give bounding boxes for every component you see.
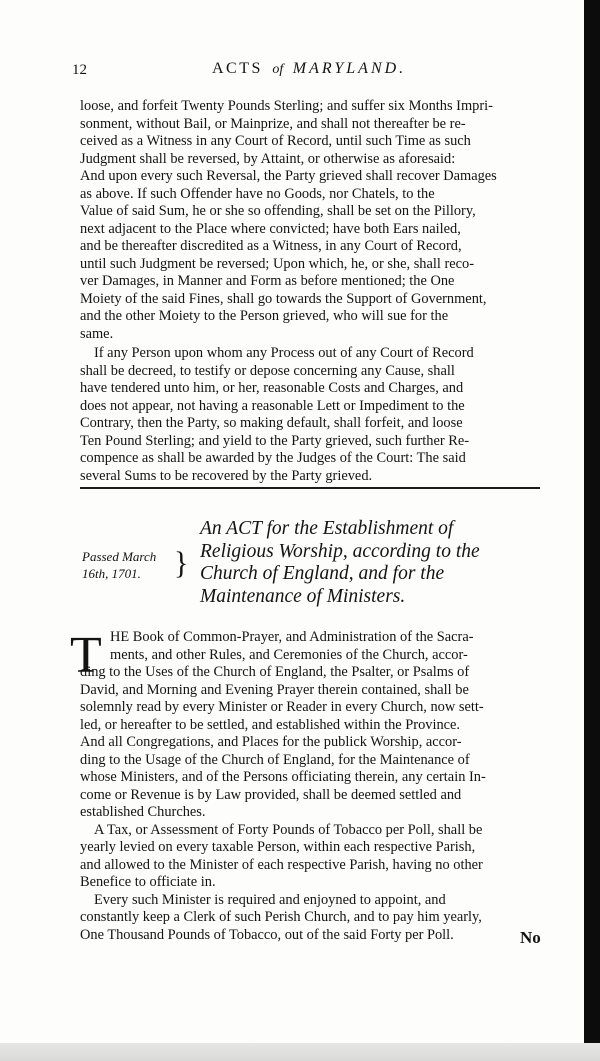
text-line: led, or hereafter to be settled, and established within the Province.	[80, 716, 461, 733]
running-header	[0, 60, 600, 82]
act-title-line: An ACT for the Establishment of	[200, 518, 454, 539]
act-title	[200, 518, 540, 608]
text-line: Moiety of the said Fines, shall go towards the Support of Government,	[80, 290, 487, 307]
text-line: ding to the Usage of the Church of England, for the Maintenance of	[80, 751, 470, 768]
text-line: ding to the Uses of the Church of England, the Psalter, or Psalms of	[80, 664, 470, 680]
text-line: Contrary, then the Party, so making default, shall forfeit, and loose	[80, 415, 463, 431]
running-title-acts: ACTS	[212, 60, 263, 77]
text-line: One Thousand Pounds of Tobacco, out of the said Forty per Poll.	[80, 926, 454, 943]
text-line: come or Revenue is by Law provided, shall be deemed settled and	[80, 786, 462, 803]
text-line: yearly levied on every taxable Person, within each respective Parish,	[80, 839, 476, 855]
page-number: 12	[72, 62, 87, 78]
drop-cap: T	[70, 627, 102, 684]
act-body	[80, 629, 540, 944]
brace-glyph: }	[174, 546, 189, 581]
text-line: Value of said Sum, he or she so offending, shall be set on the Pillory,	[80, 203, 476, 219]
act-title-line: Church of England, and for the	[200, 563, 445, 584]
text-line: Benefice to officiate in.	[80, 874, 216, 890]
running-title-of: of	[272, 62, 284, 77]
act-title-line: Maintenance of Ministers.	[200, 585, 406, 607]
running-title	[212, 60, 406, 78]
text-line: ceived as a Witness in any Court of Record, until such Time as such	[80, 133, 471, 149]
text-line: A Tax, or Assessment of Forty Pounds of Tobacco per Poll, shall be	[94, 821, 483, 838]
text-line: If any Person upon whom any Process out of any Court of Record	[94, 345, 474, 361]
text-line: ver Damages, in Manner and Form as before mentioned; the One	[80, 273, 455, 289]
text-line: same.	[80, 325, 114, 342]
act-title-line: Religious Worship, according to the	[200, 540, 480, 562]
text-line: next adjacent to the Place where convicted; have both Ears nailed,	[80, 220, 461, 237]
text-line: shall be decreed, to testify or depose concerning any Cause, shall	[80, 362, 455, 379]
running-title-maryland: MARYLAND.	[292, 60, 407, 77]
text-line: Every such Minister is required and enjoyned to appoint, and	[94, 891, 446, 908]
text-line: several Sums to be recovered by the Party grieved.	[80, 467, 373, 484]
text-line: ments, and other Rules, and Ceremonies of the Church, accor-	[110, 646, 468, 663]
text-line: does not appear, not having a reasonable Lett or Impediment to the	[80, 397, 465, 414]
text-line: whose Ministers, and of the Persons officiating therein, any certain In-	[80, 769, 486, 785]
scan-dark-edge	[584, 0, 600, 1061]
text-line: have tendered unto him, or her, reasonable Costs and Charges, and	[80, 380, 464, 396]
text-line: and allowed to the Minister of each respective Parish, having no other	[80, 856, 483, 873]
text-line: David, and Morning and Evening Prayer therein contained, shall be	[80, 681, 469, 698]
text-line: and be thereafter discredited as a Witness, in any Court of Record,	[80, 238, 462, 254]
passed-date-line-1: Passed March	[82, 549, 157, 564]
text-line: until such Judgment be reversed; Upon which, he, or she, shall reco-	[80, 255, 475, 272]
text-line: and the other Moiety to the Person grieved, who will sue for the	[80, 308, 449, 324]
text-line: Ten Pound Sterling; and yield to the Party grieved, such further Re-	[80, 432, 470, 449]
text-line: solemnly read by every Minister or Reader in every Church, now sett-	[80, 699, 484, 715]
text-line: loose, and forfeit Twenty Pounds Sterling; and suffer six Months Impri-	[80, 98, 493, 114]
catchword: No	[520, 928, 541, 947]
text-line: as above. If such Offender have no Goods, nor Chatels, to the	[80, 185, 435, 202]
text-line: And upon every such Reversal, the Party grieved shall recover Damages	[80, 168, 497, 184]
text-line: HE Book of Common-Prayer, and Administration of the Sacra-	[110, 629, 474, 645]
section-divider-rule	[80, 487, 540, 489]
text-line: And all Congregations, and Places for the publick Worship, accor-	[80, 734, 462, 750]
text-line: compence as shall be awarded by the Judges of the Court: The said	[80, 450, 466, 466]
continued-paragraph	[80, 98, 540, 485]
text-line: established Churches.	[80, 804, 206, 820]
passed-date-line-2: 16th, 1701.	[82, 566, 141, 581]
text-line: constantly keep a Clerk of such Perish Church, and to pay him yearly,	[80, 909, 482, 925]
text-line: Judgment shall be reversed, by Attaint, or otherwise as aforesaid:	[80, 150, 456, 167]
scan-bottom-margin	[0, 1043, 600, 1061]
text-line: sonment, without Bail, or Mainprize, and shall not thereafter be re-	[80, 115, 466, 132]
